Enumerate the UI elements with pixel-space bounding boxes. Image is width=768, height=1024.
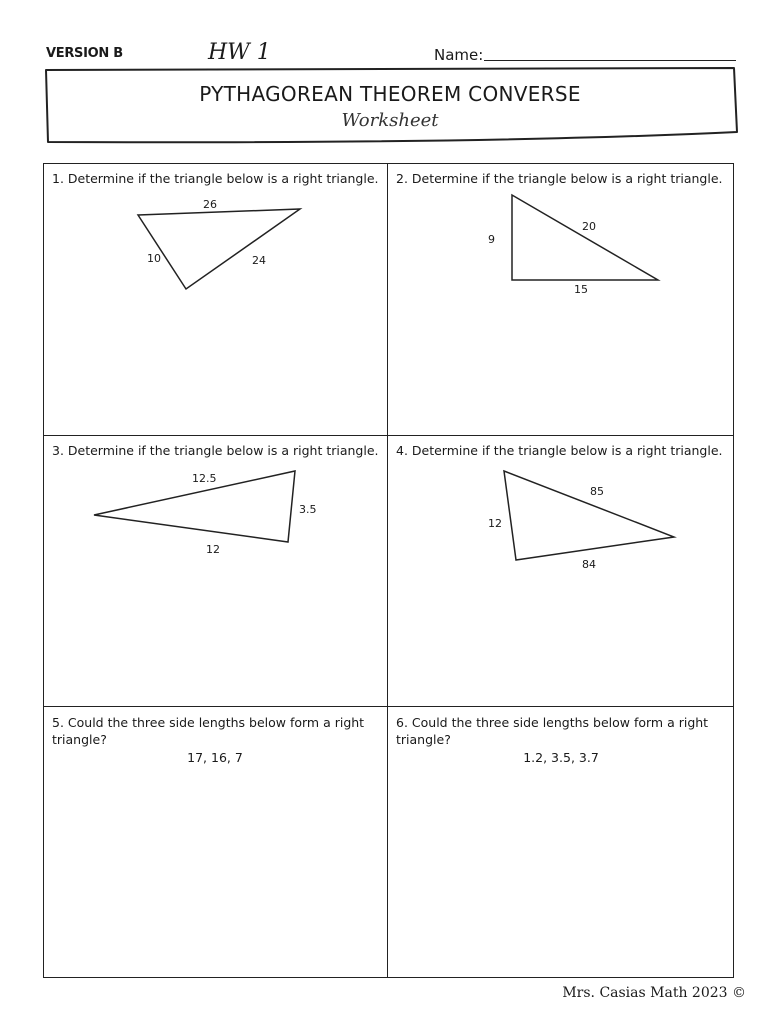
problem-6-prompt: 6. Could the three side lengths below form a right triangle? bbox=[396, 715, 709, 747]
problem-3-prompt: 3. Determine if the triangle below is a right triangle. bbox=[52, 443, 379, 458]
version-label: VERSION B bbox=[46, 46, 123, 61]
problem-4-prompt: 4. Determine if the triangle below is a right triangle. bbox=[396, 443, 723, 458]
problem-5-side-lengths: 17, 16, 7 bbox=[187, 750, 243, 765]
problem-6-side-lengths: 1.2, 3.5, 3.7 bbox=[523, 750, 599, 765]
problem-2-side-label: 20 bbox=[582, 220, 596, 233]
problem-1-side-label: 26 bbox=[203, 198, 217, 211]
problem-2-side-label: 15 bbox=[574, 283, 588, 296]
problem-1-side-label: 10 bbox=[147, 252, 161, 265]
problem-4-side-label: 12 bbox=[488, 517, 502, 530]
problem-3-side-label: 12.5 bbox=[192, 472, 217, 485]
footer-credit: Mrs. Casias Math 2023 © bbox=[562, 985, 746, 1001]
problem-4-side-label: 84 bbox=[582, 558, 596, 571]
problem-5-prompt: 5. Could the three side lengths below form a right triangle? bbox=[52, 715, 365, 747]
problem-1-prompt: 1. Determine if the triangle below is a right triangle. bbox=[52, 171, 379, 186]
problem-3-side-label: 12 bbox=[206, 543, 220, 556]
page-subtitle: Worksheet bbox=[341, 110, 439, 131]
problem-2-prompt: 2. Determine if the triangle below is a right triangle. bbox=[396, 171, 723, 186]
problem-4-side-label: 85 bbox=[590, 485, 604, 498]
page-title: PYTHAGOREAN THEOREM CONVERSE bbox=[199, 82, 581, 106]
problem-2-side-label: 9 bbox=[488, 233, 495, 246]
problem-1-side-label: 24 bbox=[252, 254, 266, 267]
hw-handwritten-note: HW 1 bbox=[208, 40, 271, 65]
problem-3-side-label: 3.5 bbox=[299, 503, 317, 516]
name-label: Name: bbox=[434, 46, 484, 64]
